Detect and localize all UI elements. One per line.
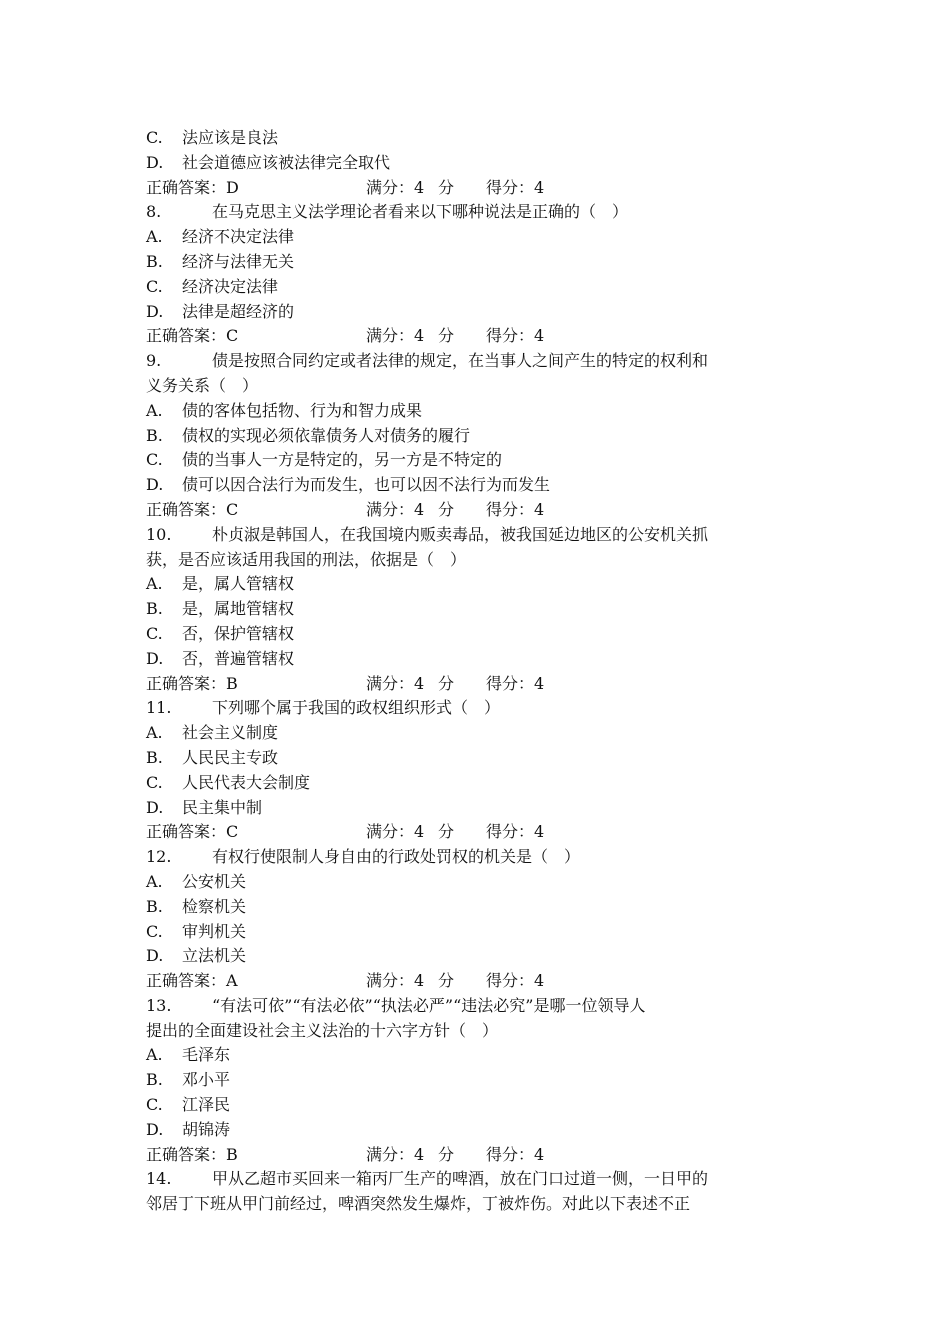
obtained-score: 得分：4 [486, 326, 545, 346]
question-line [146, 200, 810, 225]
option-line [146, 647, 810, 672]
option-text: 债的客体包括物、行为和智力成果 [182, 400, 423, 420]
obtained-score: 得分：4 [486, 971, 545, 991]
option-line [146, 448, 810, 473]
question-text: 义务关系（ ） [146, 375, 259, 395]
question-continuation [146, 1192, 810, 1217]
question-text: 朴贞淑是韩国人，在我国境内贩卖毒品，被我国延边地区的公安机关抓 [212, 524, 709, 544]
option-line [146, 424, 810, 449]
option-line [146, 275, 810, 300]
option-text: 债的当事人一方是特定的，另一方是不特定的 [182, 450, 503, 470]
option-letter: A. [146, 723, 163, 743]
full-score: 满分：4 [366, 673, 425, 693]
option-text: 债权的实现必须依靠债务人对债务的履行 [182, 425, 471, 445]
option-text: 公安机关 [182, 871, 247, 891]
option-text: 法律是超经济的 [182, 301, 295, 321]
option-text: 是，属地管辖权 [182, 599, 295, 619]
option-letter: A. [146, 871, 163, 891]
option-line [146, 1118, 810, 1143]
option-letter: D. [146, 301, 164, 321]
option-line [146, 944, 810, 969]
full-score: 满分：4 [366, 326, 425, 346]
answer-line [146, 324, 810, 349]
option-text: 毛泽东 [182, 1045, 231, 1065]
full-score: 满分：4 [366, 177, 425, 197]
option-text: 立法机关 [182, 946, 247, 966]
score-unit: 分 [438, 971, 455, 991]
question-number: 12. [146, 847, 172, 867]
full-score: 满分：4 [366, 971, 425, 991]
score-unit: 分 [438, 822, 455, 842]
score-unit: 分 [438, 1144, 455, 1164]
correct-answer: 正确答案：D [146, 177, 239, 197]
score-unit: 分 [438, 326, 455, 346]
question-text: 在马克思主义法学理论者看来以下哪种说法是正确的（ ） [212, 202, 629, 222]
question-line [146, 845, 810, 870]
option-letter: C. [146, 276, 163, 296]
option-letter: B. [146, 425, 163, 445]
answer-line [146, 176, 810, 201]
option-text: 审判机关 [182, 921, 247, 941]
option-line [146, 1068, 810, 1093]
option-letter: B. [146, 1070, 163, 1090]
question-number: 11. [146, 698, 172, 718]
option-letter: C. [146, 623, 163, 643]
option-letter: A. [146, 1045, 163, 1065]
correct-answer: 正确答案：C [146, 822, 239, 842]
answer-line [146, 1143, 810, 1168]
option-line [146, 771, 810, 796]
score-unit: 分 [438, 499, 455, 519]
option-line [146, 721, 810, 746]
option-letter: A. [146, 574, 163, 594]
option-line [146, 746, 810, 771]
option-text: 债可以因合法行为而发生，也可以因不法行为而发生 [182, 475, 551, 495]
question-line [146, 696, 810, 721]
score-unit: 分 [438, 673, 455, 693]
option-letter: D. [146, 946, 164, 966]
question-text: 提出的全面建设社会主义法治的十六字方针（ ） [146, 1020, 499, 1040]
correct-answer: 正确答案：C [146, 499, 239, 519]
option-letter: D. [146, 1119, 164, 1139]
option-text: 经济不决定法律 [182, 227, 295, 247]
question-number: 14. [146, 1169, 172, 1189]
answer-line [146, 672, 810, 697]
option-letter: D. [146, 797, 164, 817]
option-line [146, 597, 810, 622]
option-line [146, 796, 810, 821]
correct-answer: 正确答案：B [146, 1144, 238, 1164]
option-line [146, 572, 810, 597]
question-continuation [146, 548, 810, 573]
option-line [146, 920, 810, 945]
option-text: 否，保护管辖权 [182, 623, 295, 643]
question-number: 13. [146, 995, 172, 1015]
option-text: 经济与法律无关 [182, 251, 295, 271]
option-letter: C. [146, 921, 163, 941]
question-line [146, 523, 810, 548]
question-continuation [146, 374, 810, 399]
full-score: 满分：4 [366, 499, 425, 519]
question-text: 获，是否应该适用我国的刑法，依据是（ ） [146, 549, 467, 569]
option-line [146, 300, 810, 325]
option-letter: B. [146, 747, 163, 767]
obtained-score: 得分：4 [486, 822, 545, 842]
full-score: 满分：4 [366, 822, 425, 842]
option-letter: C. [146, 1095, 163, 1115]
option-text: 是，属人管辖权 [182, 574, 295, 594]
option-letter: A. [146, 227, 163, 247]
option-line [146, 225, 810, 250]
option-line [146, 1093, 810, 1118]
answer-line [146, 820, 810, 845]
question-line [146, 1167, 810, 1192]
option-text: 胡锦涛 [182, 1119, 231, 1139]
question-text: 下列哪个属于我国的政权组织形式（ ） [212, 698, 501, 718]
answer-line [146, 969, 810, 994]
option-letter: B. [146, 896, 163, 916]
option-text: 社会道德应该被法律完全取代 [182, 152, 391, 172]
obtained-score: 得分：4 [486, 673, 545, 693]
question-line [146, 994, 810, 1019]
option-line [146, 622, 810, 647]
question-text: “有法可依”“有法必依”“执法必严”“违法必究”是哪一位领导人 [212, 995, 646, 1015]
option-letter: B. [146, 251, 163, 271]
document-page [146, 126, 810, 1217]
option-letter: B. [146, 599, 163, 619]
option-text: 社会主义制度 [182, 723, 279, 743]
option-letter: C. [146, 772, 163, 792]
question-continuation [146, 1019, 810, 1044]
option-text: 邓小平 [182, 1070, 231, 1090]
question-number: 8. [146, 202, 162, 222]
correct-answer: 正确答案：B [146, 673, 238, 693]
question-number: 10. [146, 524, 172, 544]
obtained-score: 得分：4 [486, 177, 545, 197]
option-line [146, 1043, 810, 1068]
option-line [146, 870, 810, 895]
option-letter: A. [146, 400, 163, 420]
question-text: 债是按照合同约定或者法律的规定，在当事人之间产生的特定的权利和 [212, 351, 709, 371]
option-text: 经济决定法律 [182, 276, 279, 296]
option-text: 法应该是良法 [182, 128, 279, 147]
question-text: 邻居丁下班从甲门前经过，啤酒突然发生爆炸，丁被炸伤。对此以下表述不正 [146, 1194, 691, 1214]
question-text: 甲从乙超市买回来一箱丙厂生产的啤酒，放在门口过道一侧，一日甲的 [212, 1169, 709, 1189]
option-text: 人民民主专政 [182, 747, 279, 767]
option-line [146, 126, 810, 151]
option-letter: D. [146, 648, 164, 668]
option-line [146, 473, 810, 498]
option-text: 检察机关 [182, 896, 247, 916]
option-text: 人民代表大会制度 [182, 772, 311, 792]
option-letter: C. [146, 450, 163, 470]
option-letter: C. [146, 128, 163, 147]
option-text: 江泽民 [182, 1095, 231, 1115]
option-line [146, 399, 810, 424]
obtained-score: 得分：4 [486, 499, 545, 519]
full-score: 满分：4 [366, 1144, 425, 1164]
question-number: 9. [146, 351, 162, 371]
option-line [146, 895, 810, 920]
question-text: 有权行使限制人身自由的行政处罚权的机关是（ ） [212, 847, 581, 867]
option-letter: D. [146, 475, 164, 495]
option-line [146, 151, 810, 176]
option-text: 否，普遍管辖权 [182, 648, 295, 668]
question-line [146, 349, 810, 374]
correct-answer: 正确答案：A [146, 971, 238, 991]
obtained-score: 得分：4 [486, 1144, 545, 1164]
answer-line [146, 498, 810, 523]
option-letter: D. [146, 152, 164, 172]
option-text: 民主集中制 [182, 797, 263, 817]
correct-answer: 正确答案：C [146, 326, 239, 346]
score-unit: 分 [438, 177, 455, 197]
option-line [146, 250, 810, 275]
